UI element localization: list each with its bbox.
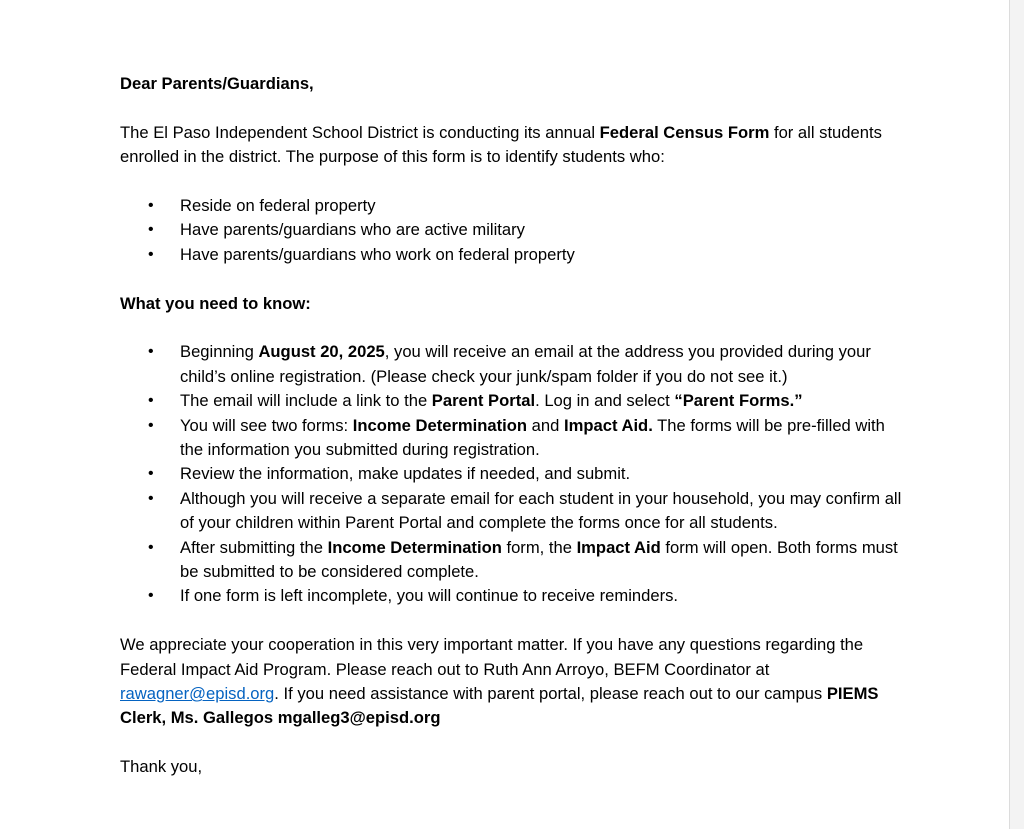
bullet-icon: •: [148, 343, 154, 361]
bullet-icon: •: [148, 489, 154, 507]
email-link[interactable]: rawagner@episd.org: [120, 684, 275, 704]
point-text: , you will receive an email at the address you provided during your child’s online registration. (Please check your junk/spam folder if you do not see it.): [180, 342, 871, 386]
letter-body: [120, 72, 910, 780]
point-text: If one form is left incomplete, you will continue to receive reminders.: [180, 586, 679, 606]
bullet-icon: •: [148, 245, 154, 263]
list-item: [120, 536, 910, 585]
criteria-text: Have parents/guardians who are active military: [180, 220, 525, 240]
point-bold: Impact Aid.: [563, 415, 653, 435]
list-item: [120, 462, 910, 486]
list-item: [120, 389, 910, 413]
greeting: Dear Parents/Guardians,: [120, 74, 314, 93]
point-text: Review the information, make updates if needed, and submit.: [180, 464, 631, 484]
point-bold: Parent Portal: [431, 391, 536, 411]
intro-text-2: for all students enrolled in the district. The purpose of this form is to identify students who:: [120, 122, 882, 167]
clerk-contact: PIEMS Clerk, Ms. Gallegos mgalleg3@episd.org: [120, 684, 879, 728]
closing-paragraph: [120, 633, 910, 731]
point-text: The forms will be pre-filled with the information you submitted during registration.: [180, 415, 885, 460]
point-text: Although you will receive a separate email for each student in your household, you may confirm all of your children within Parent Portal and complete the forms once for all students.: [180, 488, 902, 533]
list-item: [120, 487, 910, 536]
bullet-icon: •: [148, 538, 154, 556]
list-item: [120, 243, 910, 267]
instructions-list: [120, 340, 910, 608]
point-bold: Income Determination: [352, 415, 528, 435]
bullet-icon: •: [148, 392, 154, 410]
list-item: [120, 340, 910, 389]
point-bold: Impact Aid: [576, 537, 661, 557]
criteria-text: Reside on federal property: [180, 196, 376, 215]
list-item: [120, 218, 910, 242]
point-text: After submitting the: [180, 537, 328, 557]
closing-text: . If you need assistance with parent portal, please reach out to our campus: [274, 684, 827, 704]
point-text: You will see two forms:: [180, 415, 353, 435]
need-to-know-heading: What you need to know:: [120, 293, 311, 313]
point-bold: “Parent Forms.”: [674, 391, 803, 411]
bullet-icon: •: [148, 587, 154, 605]
point-text: Beginning: [180, 342, 259, 362]
intro-paragraph: [120, 121, 910, 170]
bullet-icon: •: [148, 416, 154, 434]
point-text: . Log in and select: [535, 391, 675, 411]
closing-text: We appreciate your cooperation in this very important matter. If you have any questions regarding the Federal Impact Aid Program. Please reach out to Ruth Ann Arroyo, BEFM Coordinator at: [120, 635, 864, 679]
list-item: [120, 584, 910, 608]
intro-bold-federal-census-form: Federal Census Form: [599, 122, 770, 142]
bullet-icon: •: [148, 465, 154, 483]
bullet-icon: •: [148, 221, 154, 239]
criteria-list: [120, 194, 910, 267]
point-bold: August 20, 2025: [258, 342, 385, 362]
sign-off: Thank you,: [120, 757, 203, 777]
point-bold: Income Determination: [327, 537, 502, 557]
point-text: form will open. Both forms must be submitted to be considered complete.: [180, 537, 898, 582]
point-text: and: [527, 415, 564, 435]
intro-text-1: The El Paso Independent School District is conducting its annual: [120, 122, 600, 142]
scrollbar[interactable]: [1009, 0, 1024, 829]
bullet-icon: •: [148, 197, 154, 214]
criteria-text: Have parents/guardians who work on federal property: [180, 244, 575, 264]
list-item: [120, 414, 910, 463]
point-text: form, the: [501, 537, 577, 557]
point-text: The email will include a link to the: [180, 391, 432, 411]
list-item: [120, 194, 910, 218]
